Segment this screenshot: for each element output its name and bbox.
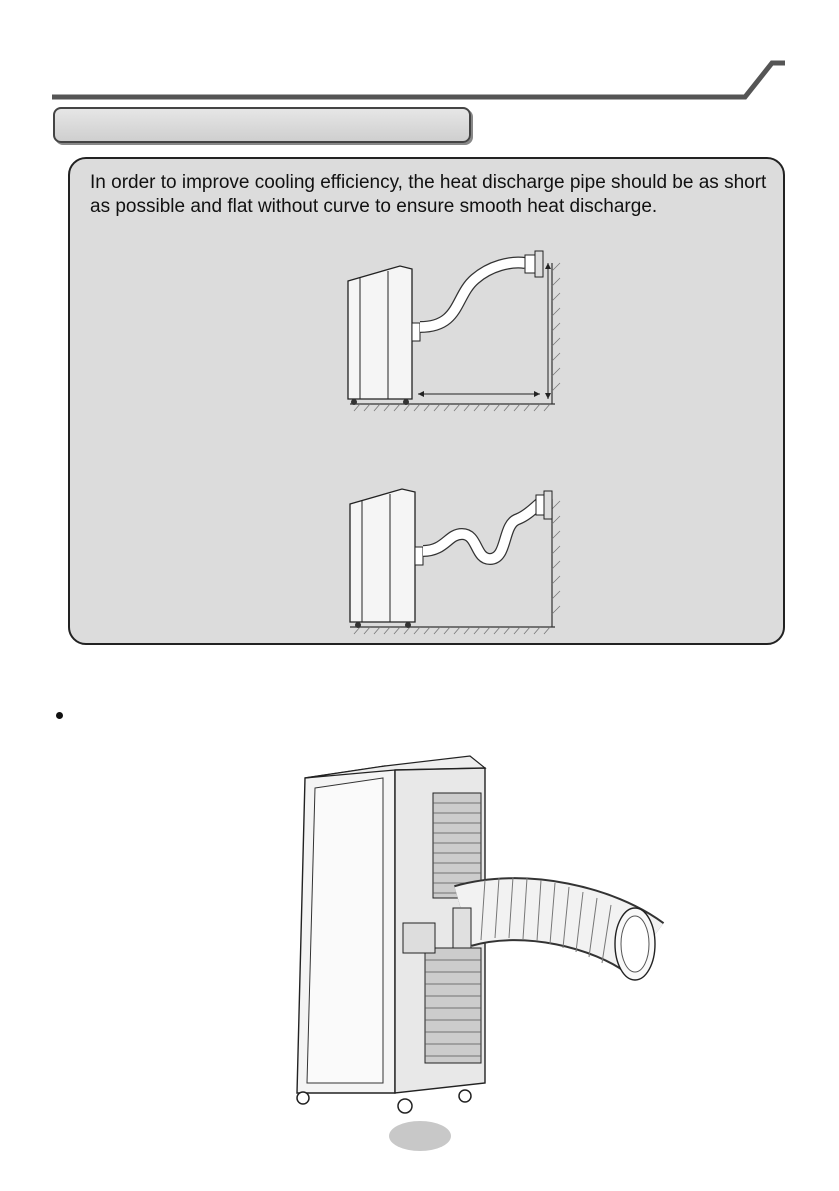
info-text: In order to improve cooling efficiency, the heat discharge pipe should be as short as possible and flat without curve to ensure smooth heat discharge. — [90, 172, 767, 217]
air-conditioner-curved-pipe-diagram — [340, 479, 580, 639]
bullet-point — [56, 712, 63, 719]
header-rule — [0, 0, 839, 110]
air-conditioner-straight-pipe-diagram — [340, 241, 580, 416]
page-number — [389, 1121, 451, 1151]
info-box — [68, 157, 785, 645]
section-title-tab — [53, 107, 471, 143]
portable-air-conditioner-with-exhaust-hose — [285, 748, 665, 1118]
